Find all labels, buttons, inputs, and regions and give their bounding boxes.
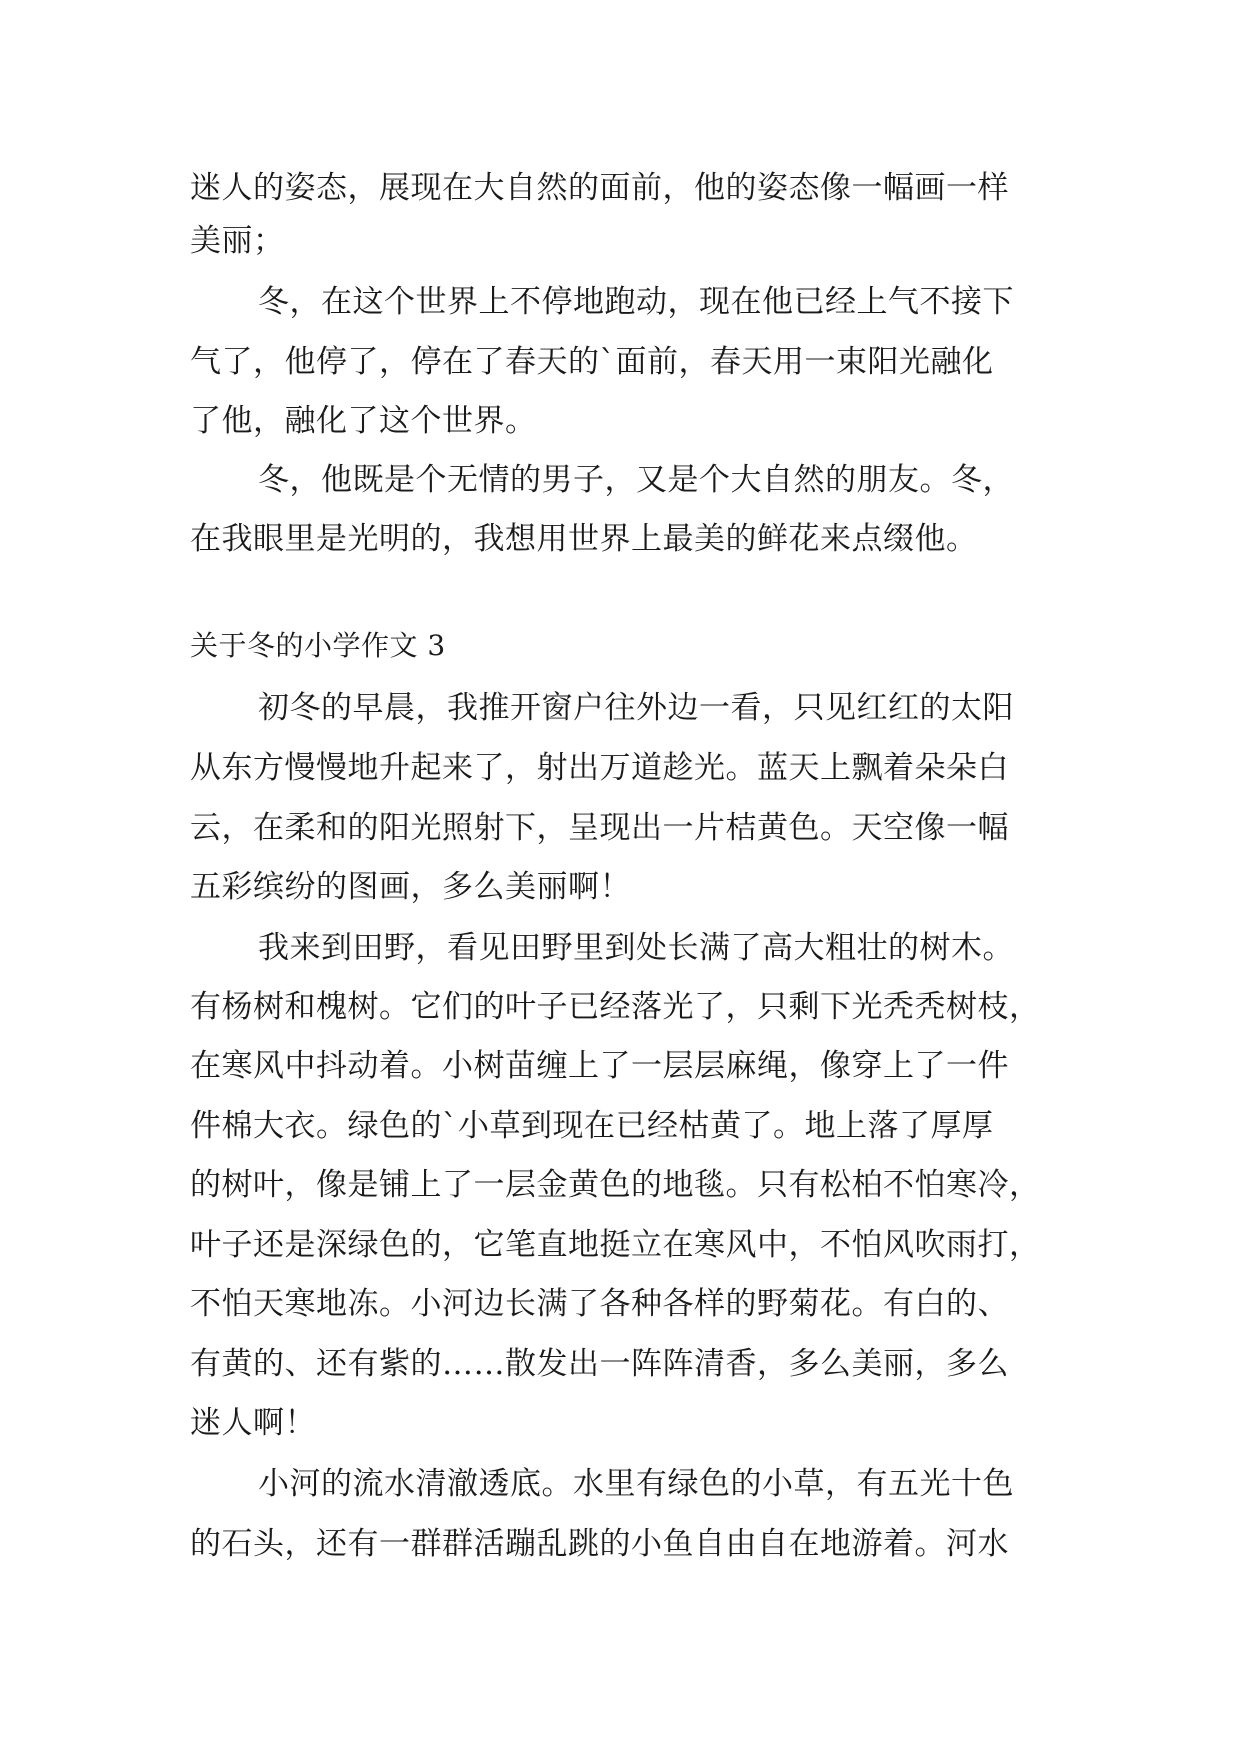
paragraph-5-line-2: 有杨树和槐树。它们的叶子已经落光了，只剩下光秃秃树枝， xyxy=(190,989,1041,1025)
paragraph-4-line-2: 从东方慢慢地升起来了，射出万道趁光。蓝天上飘着朵朵白 xyxy=(190,750,1009,786)
paragraph-3-line-2: 在我眼里是光明的，我想用世界上最美的鲜花来点缀他。 xyxy=(190,521,978,557)
paragraph-5-line-5: 的树叶，像是铺上了一层金黄色的地毯。只有松柏不怕寒冷， xyxy=(190,1167,1041,1203)
paragraph-2-line-2: 气了，他停了，停在了春天的`面前，春天用一束阳光融化 xyxy=(190,344,994,380)
paragraph-5-line-9: 迷人啊！ xyxy=(190,1405,316,1441)
paragraph-2-line-1: 冬，在这个世界上不停地跑动，现在他已经上气不接下 xyxy=(258,284,1014,320)
paragraph-2-line-3: 了他，融化了这个世界。 xyxy=(190,403,537,439)
paragraph-5-line-7: 不怕天寒地冻。小河边长满了各种各样的野菊花。有白的、 xyxy=(190,1286,1009,1322)
paragraph-6-line-1: 小河的流水清澈透底。水里有绿色的小草，有五光十色 xyxy=(258,1466,1014,1502)
paragraph-5-line-4: 件棉大衣。绿色的`小草到现在已经枯黄了。地上落了厚厚 xyxy=(190,1108,994,1144)
paragraph-4-line-1: 初冬的早晨，我推开窗户往外边一看，只见红红的太阳 xyxy=(258,690,1014,726)
paragraph-5-line-3: 在寒风中抖动着。小树苗缠上了一层层麻绳，像穿上了一件 xyxy=(190,1048,1009,1084)
paragraph-5-line-1: 我来到田野，看见田野里到处长满了高大粗壮的树木。 xyxy=(258,930,1014,966)
paragraph-6-line-2: 的石头，还有一群群活蹦乱跳的小鱼自由自在地游着。河水 xyxy=(190,1526,1009,1562)
paragraph-3-line-1: 冬，他既是个无情的男子，又是个大自然的朋友。冬， xyxy=(258,462,1014,498)
section-title: 关于冬的小学作文 3 xyxy=(190,629,446,662)
paragraph-4-line-4: 五彩缤纷的图画，多么美丽啊！ xyxy=(190,869,631,905)
paragraph-5-line-6: 叶子还是深绿色的，它笔直地挺立在寒风中，不怕风吹雨打， xyxy=(190,1227,1041,1263)
paragraph-4-line-3: 云，在柔和的阳光照射下，呈现出一片桔黄色。天空像一幅 xyxy=(190,810,1009,846)
paragraph-1-line-1: 迷人的姿态，展现在大自然的面前，他的姿态像一幅画一样 xyxy=(190,170,1009,206)
paragraph-5-line-8: 有黄的、还有紫的……散发出一阵阵清香，多么美丽，多么 xyxy=(190,1346,1009,1382)
paragraph-1-line-2: 美丽； xyxy=(190,223,285,259)
